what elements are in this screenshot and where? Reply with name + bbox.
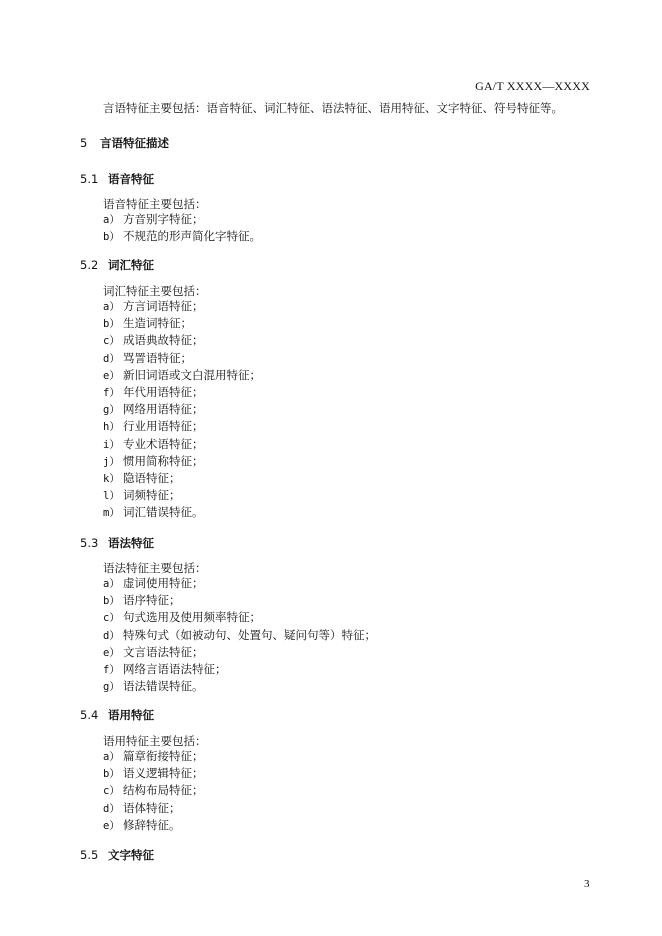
list-text: 词汇错误特征。 xyxy=(123,505,204,520)
list-marker: m） xyxy=(103,507,120,520)
list-item xyxy=(103,298,261,315)
list-item xyxy=(103,384,261,401)
list-text: 不规范的形声简化字特征。 xyxy=(123,229,261,244)
list-text: 行业用语特征； xyxy=(123,419,204,434)
list-item xyxy=(103,627,376,644)
list-text: 句式选用及使用频率特征； xyxy=(123,610,261,625)
list-item xyxy=(103,332,261,349)
list-text: 方言词语特征； xyxy=(123,299,204,313)
list-marker: c） xyxy=(103,335,120,348)
list-text: 修辞特征。 xyxy=(123,817,181,832)
list-item xyxy=(103,765,204,782)
list-marker: b） xyxy=(103,231,120,244)
list-marker: j） xyxy=(103,455,120,468)
list-text: 生造词特征； xyxy=(123,316,192,331)
section-5-3-list xyxy=(103,575,376,695)
list-marker: d） xyxy=(103,802,120,815)
list-marker: b） xyxy=(103,595,120,608)
list-item xyxy=(103,315,261,332)
section-title: 词汇特征 xyxy=(108,258,154,272)
list-marker: h） xyxy=(103,421,120,434)
list-marker: i） xyxy=(103,438,120,451)
section-number: 5.2 xyxy=(80,258,99,272)
list-marker: e） xyxy=(103,369,120,382)
list-text: 惯用简称特征； xyxy=(123,453,204,468)
list-item xyxy=(103,436,261,453)
section-5-1-heading xyxy=(80,171,154,187)
list-marker: c） xyxy=(103,612,120,625)
list-item xyxy=(103,367,261,384)
list-text: 篇章衔接特征； xyxy=(123,749,204,763)
list-item xyxy=(103,575,376,592)
list-marker: k） xyxy=(103,472,120,485)
list-marker: b） xyxy=(103,318,120,331)
list-marker: b） xyxy=(103,768,120,781)
list-item xyxy=(103,609,376,626)
section-5-4-list xyxy=(103,748,204,834)
list-marker: a） xyxy=(103,301,120,313)
list-marker: f） xyxy=(103,386,120,399)
list-text: 隐语特征； xyxy=(123,470,181,485)
section-title: 语法特征 xyxy=(108,536,154,550)
section-title: 语用特征 xyxy=(108,708,154,722)
section-5-4-heading xyxy=(80,707,154,723)
list-marker: d） xyxy=(103,352,120,365)
list-item xyxy=(103,418,261,435)
section-title: 言语特征描述 xyxy=(100,136,169,150)
list-text: 虚词使用特征； xyxy=(123,576,204,590)
list-text: 特殊句式（如被动句、处置句、疑问句等）特征； xyxy=(123,627,376,642)
list-marker: a） xyxy=(103,751,120,763)
section-5-1-list xyxy=(103,211,261,245)
list-item xyxy=(103,401,261,418)
list-item xyxy=(103,817,204,834)
document-id-header: GA/T XXXX—XXXX xyxy=(475,79,590,93)
list-marker: g） xyxy=(103,404,120,417)
list-text: 骂詈语特征； xyxy=(123,350,192,365)
list-item xyxy=(103,748,204,765)
list-marker: a） xyxy=(103,578,120,590)
list-text: 年代用语特征； xyxy=(123,384,204,399)
list-item xyxy=(103,661,376,678)
section-5-1-lead: 语音特征主要包括： xyxy=(103,197,207,211)
list-text: 专业术语特征； xyxy=(123,436,204,451)
section-5-2-lead: 词汇特征主要包括： xyxy=(103,284,207,298)
section-5-2-heading xyxy=(80,257,154,273)
section-5-heading xyxy=(80,135,169,151)
section-5-2-list xyxy=(103,298,261,521)
section-5-3-heading xyxy=(80,535,154,551)
list-text: 文言语法特征； xyxy=(123,644,204,659)
section-5-3-lead: 语法特征主要包括： xyxy=(103,561,207,575)
list-item xyxy=(103,504,261,521)
section-number: 5.4 xyxy=(80,708,99,722)
list-item xyxy=(103,350,261,367)
section-title: 文字特征 xyxy=(108,848,154,862)
list-item xyxy=(103,453,261,470)
list-text: 语法错误特征。 xyxy=(123,679,204,694)
list-text: 成语典故特征； xyxy=(123,333,204,348)
list-marker: g） xyxy=(103,681,120,694)
section-5-5-heading xyxy=(80,847,154,863)
list-text: 新旧词语或文白混用特征； xyxy=(123,367,261,382)
list-text: 词频特征； xyxy=(123,488,181,503)
list-marker: l） xyxy=(103,490,120,503)
list-item xyxy=(103,644,376,661)
list-item xyxy=(103,678,376,695)
page-number: 3 xyxy=(584,878,590,890)
list-marker: a） xyxy=(103,214,120,226)
list-marker: c） xyxy=(103,785,120,798)
list-marker: f） xyxy=(103,663,120,676)
section-title: 语音特征 xyxy=(108,172,154,186)
list-item xyxy=(103,211,261,228)
list-item xyxy=(103,782,204,799)
intro-paragraph: 言语特征主要包括：语音特征、词汇特征、语法特征、语用特征、文字特征、符号特征等。 xyxy=(103,101,563,115)
list-item xyxy=(103,470,261,487)
list-item xyxy=(103,228,261,245)
section-number: 5 xyxy=(80,136,88,150)
list-item xyxy=(103,592,376,609)
list-item xyxy=(103,487,261,504)
list-text: 网络用语特征； xyxy=(123,402,204,417)
list-text: 语义逻辑特征； xyxy=(123,766,204,781)
list-item xyxy=(103,800,204,817)
section-5-4-lead: 语用特征主要包括： xyxy=(103,734,207,748)
section-number: 5.1 xyxy=(80,172,99,186)
list-text: 结构布局特征； xyxy=(123,783,204,798)
section-number: 5.3 xyxy=(80,536,99,550)
list-text: 方音别字特征； xyxy=(123,212,204,226)
list-text: 网络言语语法特征； xyxy=(123,661,227,676)
list-marker: d） xyxy=(103,629,120,642)
list-text: 语序特征； xyxy=(123,593,181,608)
list-marker: e） xyxy=(103,646,120,659)
list-marker: e） xyxy=(103,819,120,832)
section-number: 5.5 xyxy=(80,848,99,862)
list-text: 语体特征； xyxy=(123,800,181,815)
